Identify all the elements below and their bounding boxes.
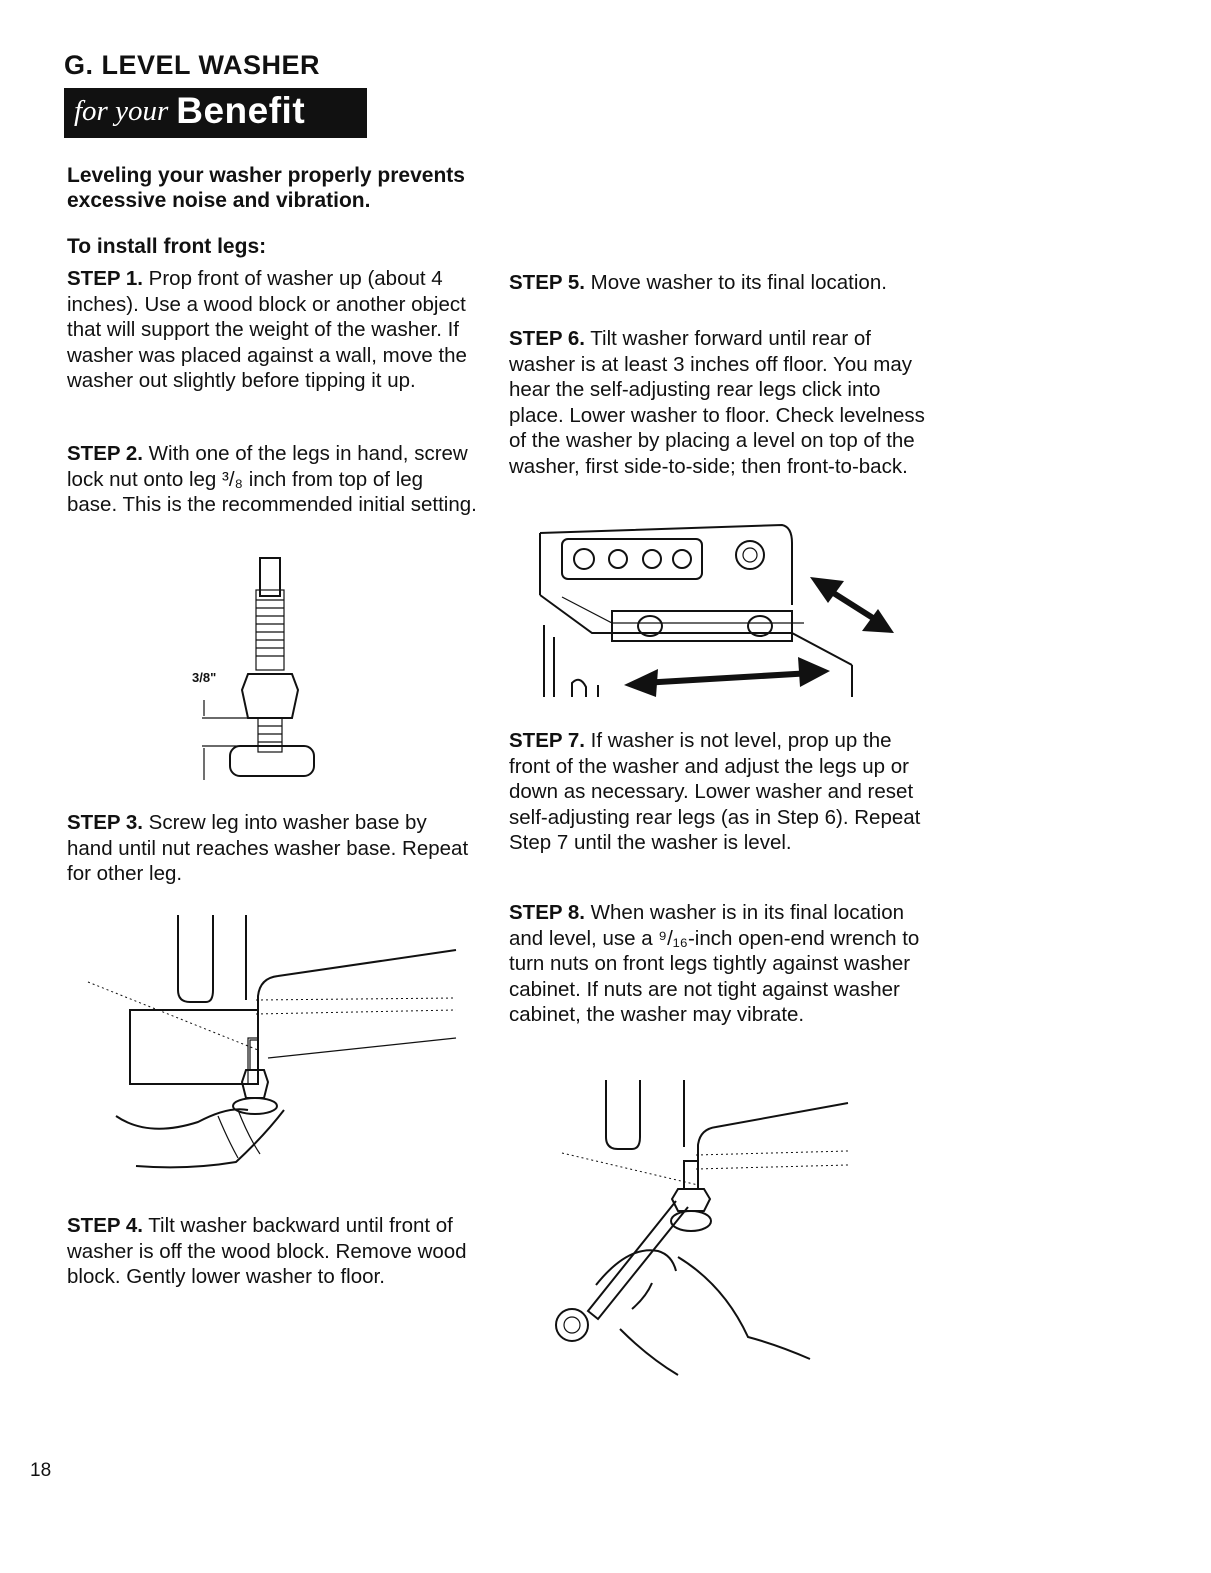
step-8-text: When washer is in its final location and level, use a ⁹/₁₆-inch open-end wrench to turn nuts on front legs tightly against washer cabinet. If nuts are not tight against washer cabinet, the washer may vibrate. [509, 901, 920, 1026]
banner-big-text: Benefit [176, 90, 306, 131]
banner-small-text: for your [74, 94, 169, 127]
side-to-side-arrow [624, 657, 830, 697]
wrench-tighten-illustration [548, 1075, 858, 1385]
step-4-label: STEP 4. [67, 1214, 143, 1237]
step-6 [509, 326, 929, 479]
front-to-back-arrow [810, 577, 894, 633]
screw-leg-illustration [88, 910, 458, 1180]
step-2 [67, 441, 477, 518]
step-7 [509, 728, 929, 856]
step-8-label: STEP 8. [509, 901, 585, 924]
step-3-label: STEP 3. [67, 811, 143, 834]
step-4-text: Tilt washer backward until front of washer is off the wood block. Remove wood block. Gently lower washer to floor. [67, 1214, 467, 1288]
section-title: G. LEVEL WASHER [64, 50, 321, 80]
page-number: 18 [30, 1460, 52, 1481]
step-1-text: Prop front of washer up (about 4 inches). Use a wood block or another object that will support the weight of the washer. If washer was placed against a wall, move the washer out slightly before tipping it up. [67, 267, 467, 392]
step-8 [509, 900, 929, 1028]
step-7-label: STEP 7. [509, 729, 585, 752]
install-front-legs-heading: To install front legs: [67, 235, 267, 258]
step-1 [67, 266, 477, 394]
step-6-text: Tilt washer forward until rear of washer is at least 3 inches off floor. You may hear the self-adjusting rear legs click into place. Lower washer to floor. Check levelness of the washer by placing a level on top of the washer, first side-to-side; then front-to-back. [509, 327, 925, 478]
step-7-text: If washer is not level, prop up the front of the washer and adjust the legs up or down as necessary. Lower washer and reset self-adjusting rear legs (as in Step 6). Repeat Step 7 until the washer is level. [509, 729, 921, 854]
step-5-label: STEP 5. [509, 271, 585, 294]
step-5-text: Move washer to its final location. [584, 271, 887, 294]
step-1-label: STEP 1. [67, 267, 143, 290]
step-6-label: STEP 6. [509, 327, 585, 350]
step-5 [509, 270, 929, 296]
step-2-text: With one of the legs in hand, screw lock nut onto leg ³/₈ inch from top of leg base. This is the recommended initial setting. [67, 442, 477, 516]
washer-level-illustration [532, 515, 902, 700]
step-4 [67, 1213, 477, 1290]
banner-underline [64, 134, 367, 138]
step-2-label: STEP 2. [67, 442, 143, 465]
step-3-text: Screw leg into washer base by hand until nut reaches washer base. Repeat for other leg. [67, 811, 469, 885]
step-3 [67, 810, 477, 887]
for-your-benefit-banner [64, 88, 367, 134]
intro-text: Leveling your washer properly prevents excessive noise and vibration. [67, 164, 465, 212]
leg-dimension-label: 3/8" [192, 670, 217, 685]
leg-lock-nut-illustration [180, 550, 340, 795]
control-knob-icons [574, 541, 764, 569]
